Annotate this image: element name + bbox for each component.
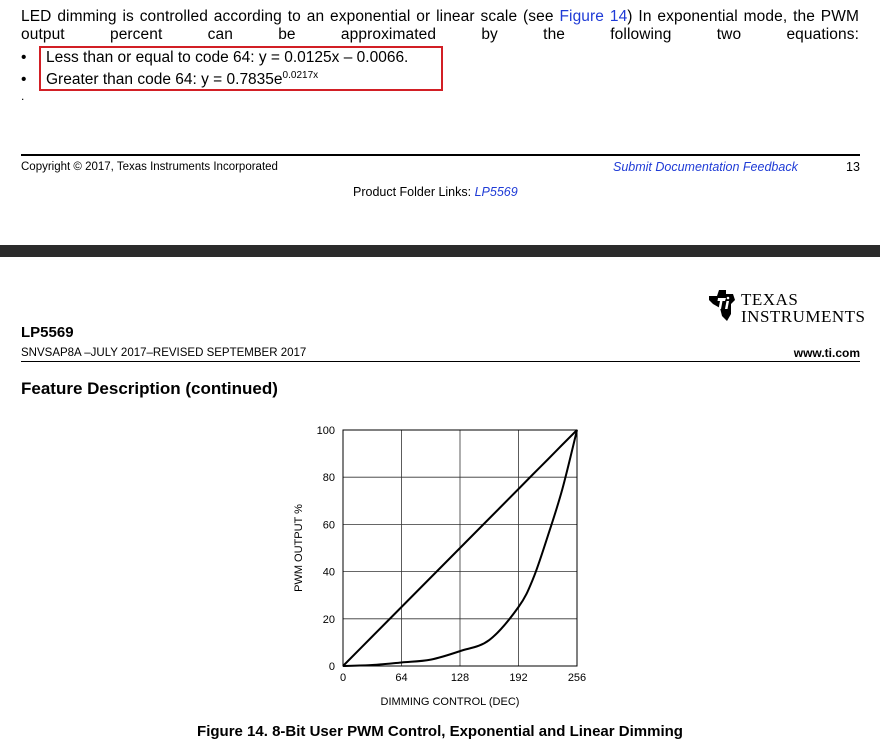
figure-caption: Figure 14. 8-Bit User PWM Control, Exponential and Linear Dimming (197, 723, 683, 740)
header-rule (21, 361, 860, 362)
document-id: SNVSAP8A –JULY 2017–REVISED SEPTEMBER 2017 (21, 347, 307, 359)
footer-rule (21, 154, 860, 156)
product-folder-link[interactable]: LP5569 (474, 185, 518, 199)
logo-text-texas: TEXAS (741, 290, 799, 309)
bullet-icon: • (21, 71, 27, 88)
y-tick-label: 40 (322, 566, 335, 579)
bullet-icon: • (21, 49, 27, 66)
ti-logo (707, 288, 866, 326)
y-tick-label: 20 (322, 613, 335, 626)
y-axis-label: PWM OUTPUT % (293, 504, 305, 592)
stray-dot: . (21, 89, 25, 103)
x-tick-label: 256 (567, 672, 587, 684)
x-tick-label: 128 (450, 672, 470, 684)
y-tick-label: 60 (322, 519, 335, 532)
product-folder-links (353, 185, 518, 199)
y-tick-label: 80 (322, 472, 335, 485)
part-number: LP5569 (21, 324, 74, 341)
bullet-text-2: Greater than code 64: y = 0.7835e (46, 71, 283, 88)
page-number: 13 (846, 160, 860, 174)
copyright-text: Copyright © 2017, Texas Instruments Incorporated (21, 161, 278, 173)
exponent-text: 0.0217x (282, 70, 319, 81)
x-tick-label: 192 (509, 672, 528, 684)
logo-text-instruments: INSTRUMENTS (741, 307, 866, 326)
ti-state-icon (707, 288, 739, 322)
bullet-text-1: Less than or equal to code 64: y = 0.0125x – 0.0066. (46, 49, 409, 66)
y-tick-label: 0 (328, 661, 335, 673)
page-separator (0, 245, 880, 257)
x-tick-label: 0 (339, 672, 347, 684)
y-tick-label: 100 (316, 425, 335, 437)
paragraph-text-before: LED dimming is controlled according to an exponential or linear scale (see (21, 8, 560, 25)
pwm-dimming-chart (285, 418, 605, 716)
section-title: Feature Description (continued) (21, 379, 278, 398)
highlight-box (39, 46, 443, 91)
submit-feedback-link[interactable]: Submit Documentation Feedback (613, 160, 798, 174)
paragraph-text-after: ) In exponential mode, the PWM output percent can be approximated by the following two equations: (21, 8, 859, 43)
product-folder-label: Product Folder Links: (353, 185, 475, 199)
x-tick-label: 64 (395, 672, 408, 684)
x-axis-label: DIMMING CONTROL (DEC) (380, 696, 520, 708)
website-link[interactable]: www.ti.com (793, 346, 860, 360)
figure-14-link[interactable]: Figure 14 (559, 8, 628, 25)
